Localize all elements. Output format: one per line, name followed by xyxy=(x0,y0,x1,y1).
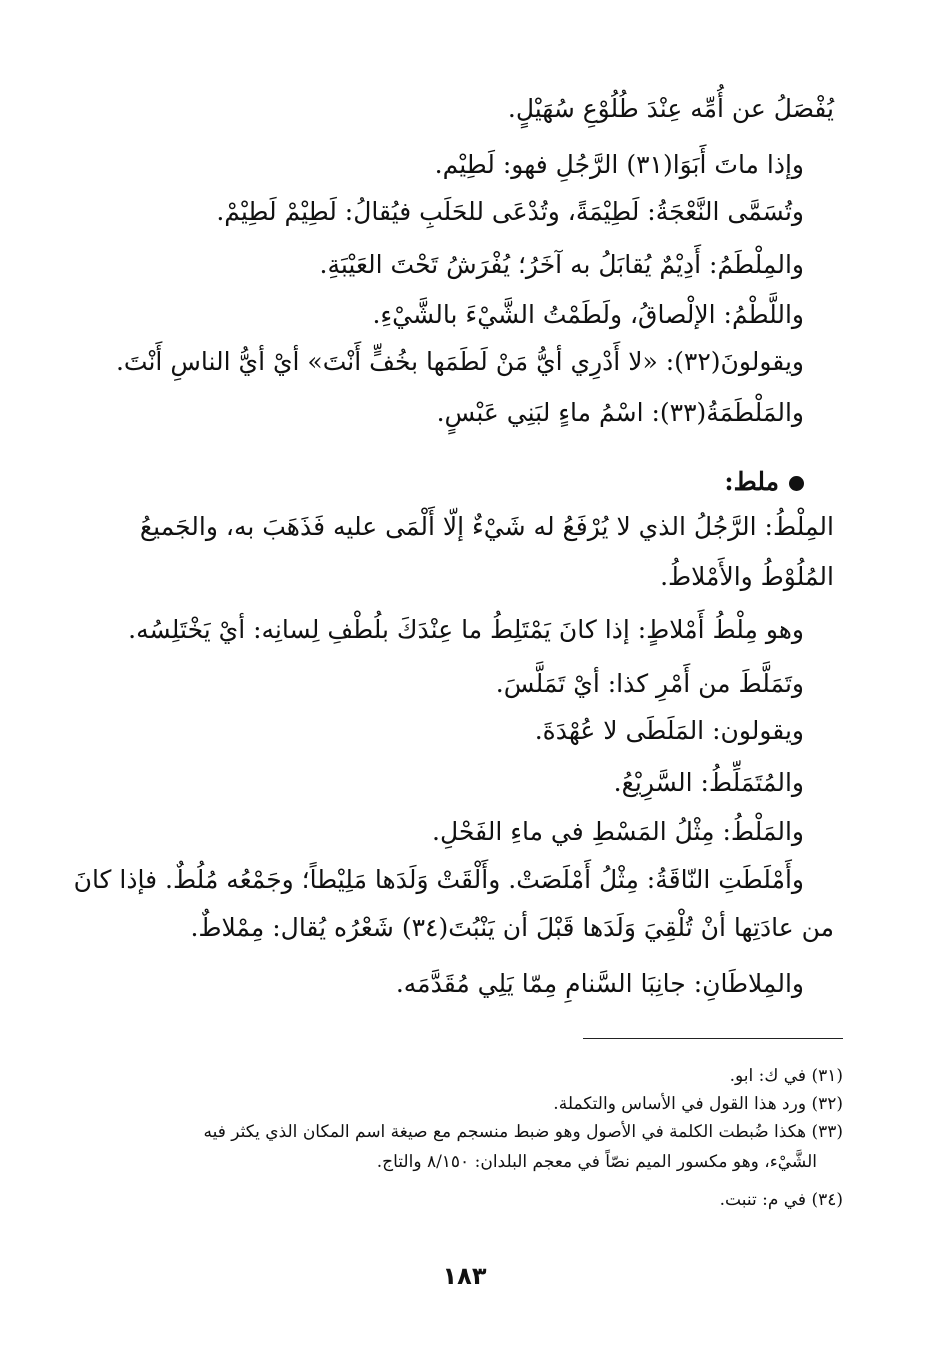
text-line: وهو مِلْطُ أَمْلاطٍ: إذا كانَ يَمْتَلِطُ ما عِنْدَكَ بلُطْفِ لِسانِه: أيْ يَخْتَلِسُه. xyxy=(128,615,804,644)
text-line: وإذا ماتَ أَبَوَا(٣١) الرَّجُلِ فهو: لَطِيْم. xyxy=(434,150,804,179)
footnote: (٣٢) ورد هذا القول في الأساس والتكملة. xyxy=(553,1094,843,1114)
footnote: (٣١) في ك: ابو. xyxy=(729,1066,843,1086)
footnote: (٣٤) في م: تنبت. xyxy=(719,1190,843,1210)
text-line: وأَمْلَطَتِ النّاقَةُ: مِثْلُ أَمْلَصَتْ. وأَلْقَتْ وَلَدَها مَلِيْطاً؛ وجَمْعُه مُلُطٌ. فإذا كانَ xyxy=(73,865,804,894)
footnote-divider xyxy=(583,1038,843,1039)
page-number: ١٨٣ xyxy=(442,1262,487,1290)
bullet-icon xyxy=(789,476,804,491)
text-line: المِلْطُ: الرَّجُلُ الذي لا يُرْفَعُ له شَيْءٌ إلّا أَلْمَى عليه فَذَهَبَ به، والجَميعُ xyxy=(139,512,834,541)
text-line: وتُسَمَّى النَّعْجَةُ: لَطِيْمَةً، وتُدْعَى للحَلَبِ فيُقالُ: لَطِيْمْ لَطِيْمْ. xyxy=(216,197,804,226)
footnote-continuation: الشَّيْء، وهو مكسور الميم نصّاً في معجم البلدان: ٨/١٥٠ والتاج. xyxy=(376,1152,817,1172)
text-line: من عادَتِها أنْ تُلْقِيَ وَلَدَها قَبْلَ أن يَنْبُتَ(٣٤) شَعْرُه يُقال: مِمْلاطٌ. xyxy=(190,913,834,942)
footnote: (٣٣) هكذا ضُبطت الكلمة في الأصول وهو ضبط منسجم مع صيغة اسم المكان الذي يكثر فيه xyxy=(203,1122,843,1142)
section-heading xyxy=(724,465,804,499)
section-heading-text: ملط: xyxy=(724,467,779,496)
text-line: واللَّطْمُ: الإلْصاقُ، ولَطَمْتُ الشَّيْءَ بالشَّيْءِ. xyxy=(372,300,804,329)
text-line: يُفْصَلُ عن أُمِّه عِنْدَ طُلُوْعِ سُهَيْلٍ. xyxy=(507,94,834,123)
text-line: وتَمَلَّطَ من أَمْرِ كذا: أيْ تَمَلَّسَ. xyxy=(495,669,804,698)
text-line: والمَلْطَمَةُ(٣٣): اسْمُ ماءٍ لبَنِي عَبْسٍ. xyxy=(436,398,804,427)
text-line: ويقولونَ(٣٢): «لا أَدْرِي أيُّ مَنْ لَطَمَها بخُفٍّ أَنْتَ» أيْ أيُّ الناسِ أَنْتَ. xyxy=(115,347,804,376)
text-line: والمُتَمَلِّطُ: السَّرِيْعُ. xyxy=(613,768,804,797)
text-line: المُلُوْطُ والأَمْلاطُ. xyxy=(660,562,834,591)
text-line: والمِلْطَمُ: أَدِيْمٌ يُقابَلُ به آخَرُ؛ يُفْرَشُ تَحْتَ العَيْبَةِ. xyxy=(319,250,804,279)
text-line: والمَلْطُ: مِثْلُ المَسْطِ في ماءِ الفَحْلِ. xyxy=(432,817,804,846)
text-line: ويقولون: المَلَطَى لا عُهْدَةَ. xyxy=(534,716,804,745)
text-line: والمِلاطَانِ: جانِبَا السَّنامِ مِمّا يَلِي مُقَدَّمَه. xyxy=(395,969,804,998)
